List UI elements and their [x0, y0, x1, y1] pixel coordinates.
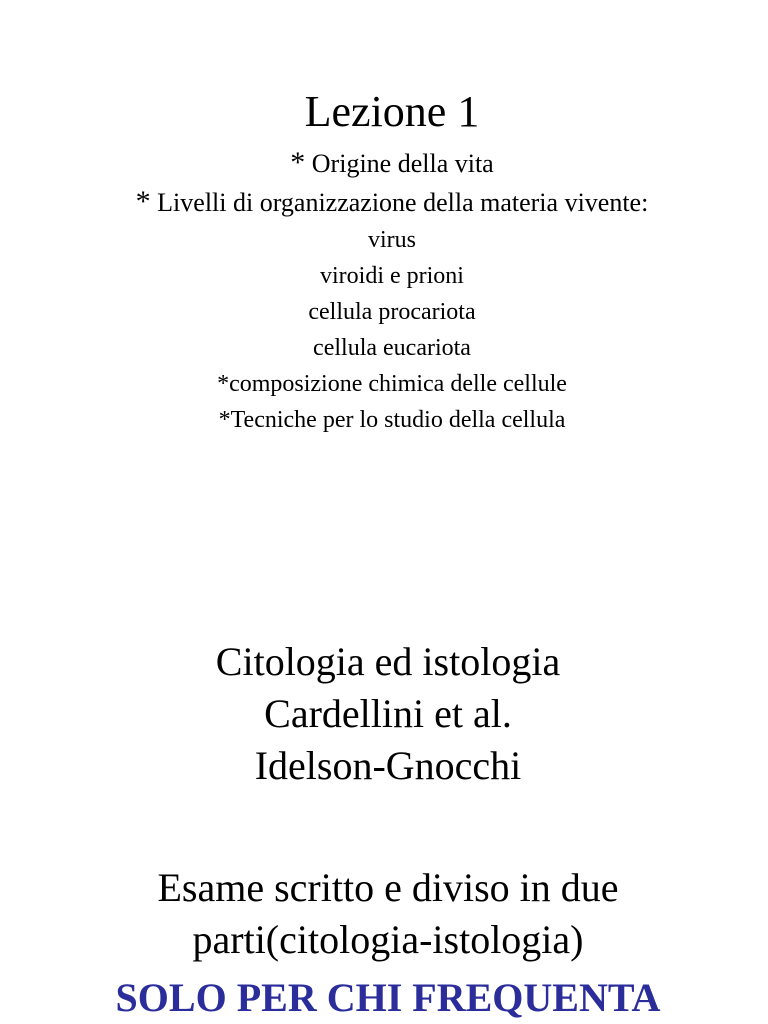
subitem-virus: virus [368, 227, 416, 253]
textbook-reference [0, 636, 768, 792]
subitem-viroids-prions: viroidi e prioni [320, 263, 464, 289]
subitem-prokaryotic-cell: cellula procariota [308, 299, 476, 325]
subitem-chemical-composition: *composizione chimica delle cellule [217, 371, 567, 397]
topic-origin [0, 144, 768, 183]
book-title: Citologia ed istologia [215, 639, 561, 684]
book-publisher: Idelson-Gnocchi [254, 743, 522, 788]
lesson-title: Lezione 1 [304, 87, 480, 136]
topic-text: Origine della vita [305, 149, 494, 178]
book-authors: Cardellini et al. [264, 691, 512, 736]
topic-bullet: * [135, 185, 151, 218]
exam-line-2: parti(citologia-istologia) [192, 917, 584, 962]
exam-line-1: Esame scritto e diviso in due [157, 865, 619, 910]
exam-info [0, 862, 768, 966]
topics-list [0, 144, 768, 438]
attendance-notice: SOLO PER CHI FREQUENTA [115, 975, 661, 1020]
subitem-eukaryotic-cell: cellula eucariota [313, 335, 471, 361]
topic-bullet: * [290, 146, 306, 179]
topic-text: Livelli di organizzazione della materia vivente: [150, 188, 649, 217]
subitem-techniques: *Tecniche per lo studio della cellula [218, 407, 566, 433]
topic-levels [0, 183, 768, 222]
